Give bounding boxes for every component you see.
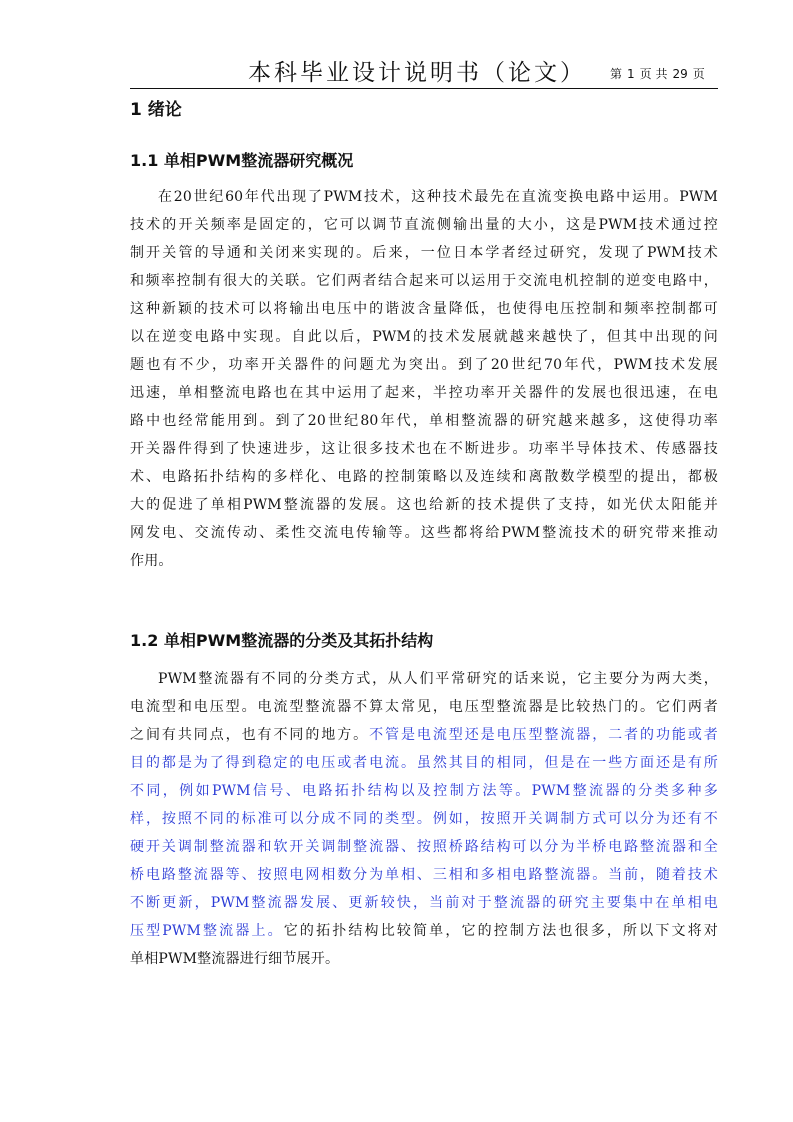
paragraph-line: 题也有不少，功率开关器件的问题尤为突出。到了20世纪70年代，PWM技术发展 — [130, 357, 718, 373]
paragraph-line: 电流型和电压型。电流型整流器不算太常见，电压型整流器是比较热门的。它们两者 — [130, 699, 718, 715]
highlighted-line: 不同，例如PWM信号、电路拓扑结构以及控制方法等。PWM整流器的分类多种多 — [130, 783, 718, 799]
highlighted-line: 不断更新，PWM整流器发展、更新较快，当前对于整流器的研究主要集中在单相电 — [130, 895, 718, 911]
page-total: 29 — [672, 67, 688, 81]
paragraph-line: 在20世纪60年代出现了PWM技术，这种技术最先在直流变换电路中运用。PWM — [158, 189, 718, 205]
page-header — [0, 58, 793, 88]
page-prefix: 第 — [610, 67, 623, 81]
paragraph-line: 制开关管的导通和关闭来实现的。后来，一位日本学者经过研究，发现了PWM技术 — [130, 245, 718, 261]
page-mid: 页 共 — [639, 67, 668, 81]
paragraph-line: 大的促进了单相PWM整流器的发展。这也给新的技术提供了支持，如光伏太阳能并 — [130, 497, 718, 513]
paragraph-line: 技术的开关频率是固定的，它可以调节直流侧输出量的大小，这是PWM技术通过控 — [130, 217, 718, 233]
paragraph-line: 和频率控制有很大的关联。它们两者结合起来可以运用于交流电机控制的逆变电路中， — [130, 273, 718, 289]
paragraph-line: 以在逆变电路中实现。自此以后，PWM的技术发展就越来越快了，但其中出现的问 — [130, 329, 718, 345]
paragraph-line: 网发电、交流传动、柔性交流电传输等。这些都将给PWM整流技术的研究带来推动 — [130, 525, 718, 541]
paragraph-line: 迅速，单相整流电路也在其中运用了起来，半控功率开关器件的发展也很迅速，在电 — [130, 385, 718, 401]
highlighted-line: 桥电路整流器等、按照电网相数分为单相、三相和多相电路整流器。当前，随着技术 — [130, 867, 718, 883]
highlighted-text: 不管是电流型还是电压型整流器，二者的功能或者 — [369, 727, 718, 743]
document-title: 本科毕业设计说明书（论文） — [248, 60, 586, 86]
plain-text: 它的拓扑结构比较简单，它的控制方法也很多，所以下文将对 — [283, 923, 718, 939]
paragraph-1 — [130, 183, 718, 575]
paragraph-line-mixed — [130, 917, 718, 945]
section-heading-1-2: 1.2 单相PWM整流器的分类及其拓扑结构 — [130, 631, 434, 650]
section-heading-1-1: 1.1 单相PWM整流器研究概况 — [130, 151, 354, 170]
paragraph-line: 作用。 — [130, 553, 173, 569]
highlighted-line: 样，按照不同的标准可以分成不同的类型。例如，按照开关调制方式可以分为还有不 — [130, 811, 718, 827]
chapter-heading: 1 绪论 — [130, 100, 182, 120]
highlighted-line: 目的都是为了得到稳定的电压或者电流。虽然其目的相同，但是在一些方面还是有所 — [130, 755, 718, 771]
paragraph-line: 路中也经常能用到。到了20世纪80年代，单相整流器的研究越来越多，这使得功率 — [130, 413, 718, 429]
page-number: 1 — [627, 67, 635, 81]
paragraph-line: 这种新颖的技术可以将输出电压中的谐波含量降低，也使得电压控制和频率控制都可 — [130, 301, 718, 317]
paragraph-line: 单相PWM整流器进行细节展开。 — [130, 951, 340, 967]
plain-text: 之间有共同点，也有不同的地方。 — [130, 727, 370, 743]
header-divider — [130, 88, 718, 89]
paragraph-line: PWM整流器有不同的分类方式，从人们平常研究的话来说，它主要分为两大类， — [158, 671, 718, 687]
paragraph-line: 开关器件得到了快速进步，这让很多技术也在不断进步。功率半导体技术、传感器技 — [130, 441, 718, 457]
page-indicator — [610, 66, 710, 82]
paragraph-line: 术、电路拓扑结构的多样化、电路的控制策略以及连续和离散数学模型的提出，都极 — [130, 469, 718, 485]
page-suffix: 页 — [692, 67, 705, 81]
paragraph-2 — [130, 665, 718, 973]
highlighted-line: 硬开关调制整流器和软开关调制整流器、按照桥路结构可以分为半桥电路整流器和全 — [130, 839, 718, 855]
highlighted-text: 压型PWM整流器上。 — [130, 923, 284, 939]
paragraph-line-mixed — [130, 721, 718, 749]
